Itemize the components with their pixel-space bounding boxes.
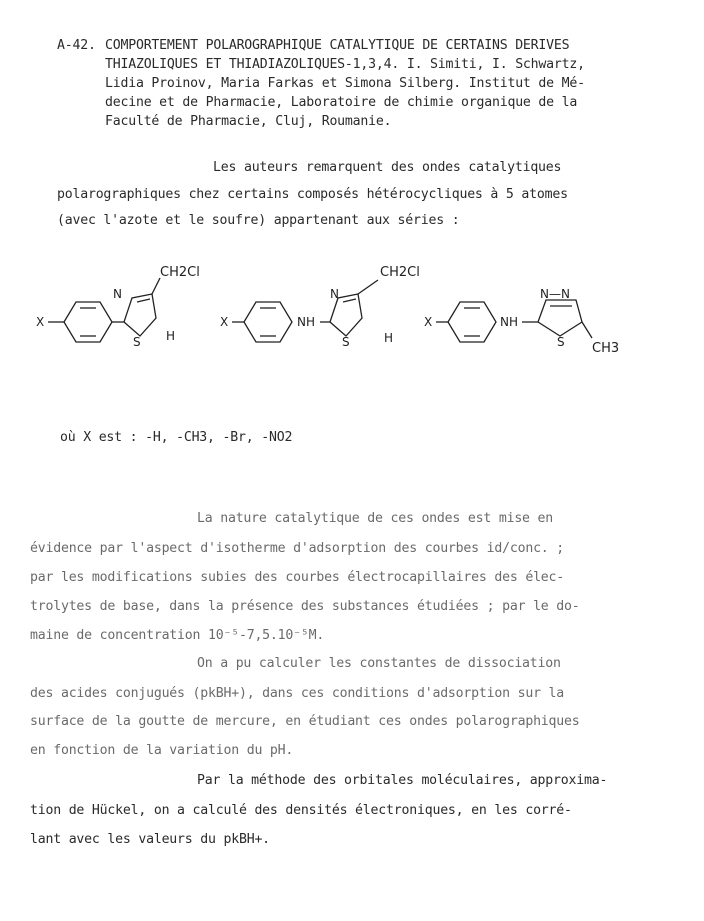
- x-label-2: X: [220, 315, 229, 329]
- h-label-2: H: [384, 331, 394, 345]
- ch3-label-3: CH3: [592, 341, 620, 356]
- para1-line-2: évidence par l'aspect d'isotherme d'adsorption des courbes id/conc. ;: [30, 541, 565, 556]
- para2-line-1: On a pu calculer les constantes de dissociation: [197, 656, 561, 671]
- structure-1: [36, 265, 200, 349]
- intro-line-3: (avec l'azote et le soufre) appartenant aux séries :: [57, 213, 460, 228]
- header-line-4: decine et de Pharmacie, Laboratoire de chimie organique de la: [105, 95, 578, 110]
- header-line-1: COMPORTEMENT POLAROGRAPHIQUE CATALYTIQUE DE CERTAINS DERIVES: [105, 38, 570, 53]
- n-label-2: N: [330, 287, 339, 301]
- header-line-5: Faculté de Pharmacie, Cluj, Roumanie.: [105, 114, 392, 129]
- chemical-structures: [0, 258, 704, 378]
- x-label-1: X: [36, 315, 45, 329]
- s-label-3: S: [557, 335, 565, 349]
- s-label-1: S: [133, 335, 141, 349]
- h-label-1: H: [166, 329, 176, 343]
- para3-line-2: tion de Hückel, on a calculé des densités électroniques, en les corré-: [30, 803, 572, 818]
- para2-line-3: surface de la goutte de mercure, en étudiant ces ondes polarographiques: [30, 714, 580, 729]
- para1-line-1: La nature catalytique de ces ondes est mise en: [197, 511, 554, 526]
- substituents-line: où X est : -H, -CH3, -Br, -NO2: [60, 430, 293, 445]
- para1-line-5: maine de concentration 10⁻⁵-7,5.10⁻⁵M.: [30, 628, 325, 643]
- structure-2: [220, 265, 420, 349]
- header-line-2: THIAZOLIQUES ET THIADIAZOLIQUES-1,3,4. I. Simiti, I. Schwartz,: [105, 57, 585, 72]
- ch2cl-label-1: CH2Cl: [160, 265, 200, 280]
- abstract-id: A-42.: [57, 38, 96, 53]
- intro-line-1: Les auteurs remarquent des ondes catalytiques: [213, 160, 562, 175]
- n-label-1: N: [113, 287, 122, 301]
- ch2cl-label-2: CH2Cl: [380, 265, 420, 280]
- para3-line-3: lant avec les valeurs du pkBH+.: [30, 832, 270, 847]
- para1-line-3: par les modifications subies des courbes électrocapillaires des élec-: [30, 570, 565, 585]
- s-label-2: S: [342, 335, 350, 349]
- nn-label-3: N—N: [540, 287, 570, 301]
- header-line-3: Lidia Proinov, Maria Farkas et Simona Silberg. Institut de Mé-: [105, 76, 585, 91]
- x-label-3: X: [424, 315, 433, 329]
- nh-label-2: NH: [297, 315, 315, 329]
- para2-line-4: en fonction de la variation du pH.: [30, 743, 294, 758]
- structure-3: [424, 287, 619, 356]
- nh-label-3: NH: [500, 315, 518, 329]
- intro-line-2: polarographiques chez certains composés hétérocycliques à 5 atomes: [57, 187, 568, 202]
- para1-line-4: trolytes de base, dans la présence des substances étudiées ; par le do-: [30, 599, 580, 614]
- para3-line-1: Par la méthode des orbitales moléculaires, approxima-: [197, 773, 608, 788]
- para2-line-2: des acides conjugués (pkBH+), dans ces conditions d'adsorption sur la: [30, 686, 565, 701]
